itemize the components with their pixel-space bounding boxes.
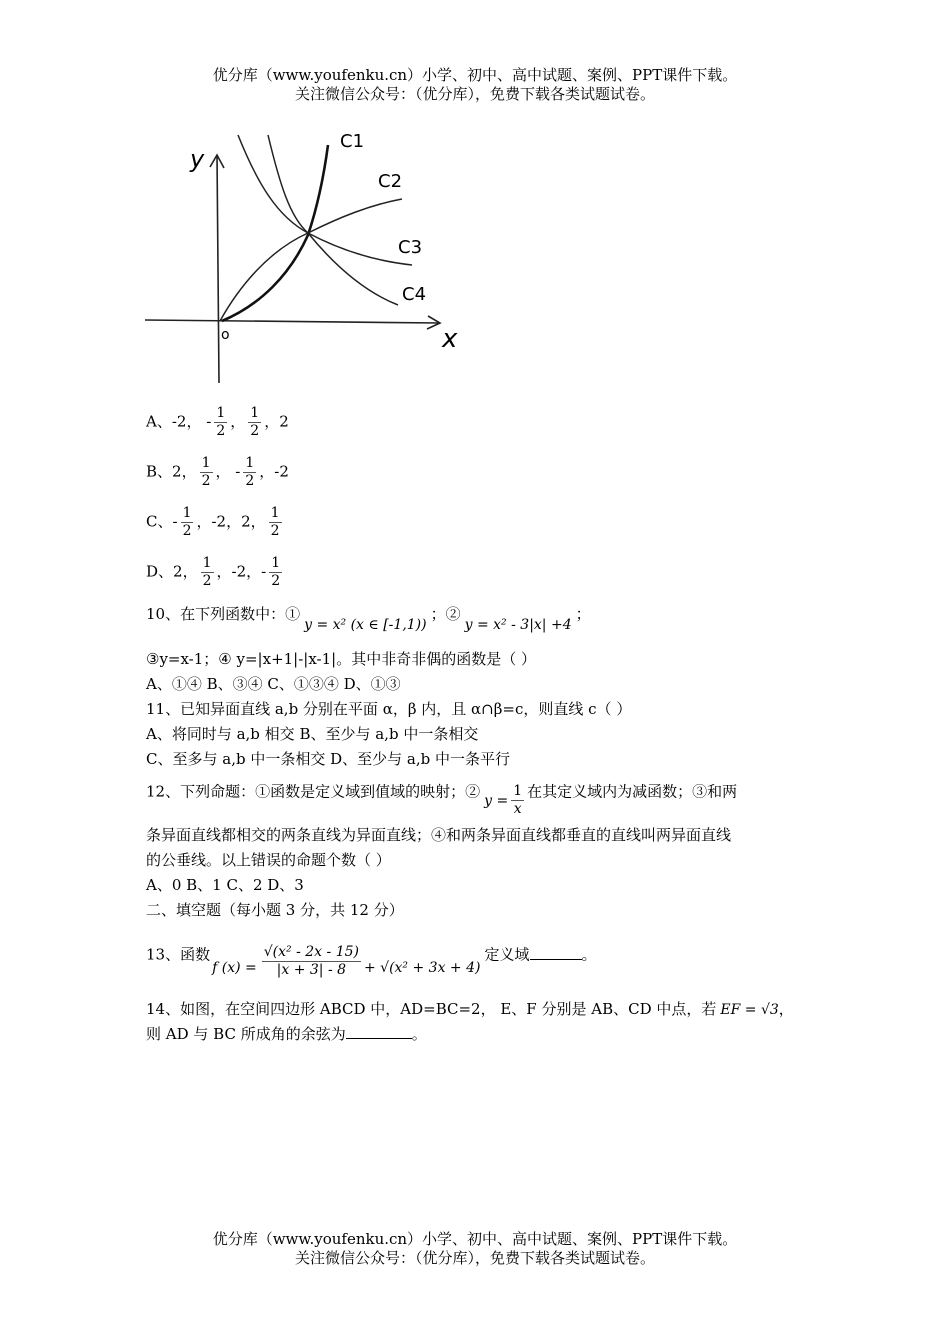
fraction: $\frac{1}{2}$ xyxy=(245,455,255,489)
x-axis xyxy=(145,320,440,323)
fraction: $\frac{\text{√(x² - 2x - 15)}}{|x + 3| - 8}$ xyxy=(263,944,359,978)
q9-option-c: C、- $\frac{1}{2}$ ，-2，2， $\frac{1}{2}$ xyxy=(146,505,280,539)
section-heading: 二、填空题（每小题 3 分，共 12 分） xyxy=(146,901,404,919)
fraction: $\frac{1}{2}$ xyxy=(216,405,226,439)
q13-stem: 13、函数f (x) = $\frac{\text{√(x² - 2x - 15)}}{|x + 3| - 8}$ + √(x² + 3x + 4)定义域 。 xyxy=(146,944,597,978)
page-header xyxy=(0,66,950,104)
q11-options-ab: A、将同时与 a,b 相交 B、至少与 a,b 中一条相交 xyxy=(146,725,479,743)
q12-options: A、0 B、1 C、2 D、3 xyxy=(146,876,304,894)
q9-option-a: A、-2， - $\frac{1}{2}$ ， $\frac{1}{2}$ ，2 xyxy=(146,405,289,439)
header-line-1: 优分库（www.youfenku.cn）小学、初中、高中试题、案例、PPT课件下载。 xyxy=(212,66,738,84)
q11-options-cd: C、至多与 a,b 中一条相交 D、至少与 a,b 中一条平行 xyxy=(146,750,510,768)
footer-line-1: 优分库（www.youfenku.cn）小学、初中、高中试题、案例、PPT课件下载。 xyxy=(212,1230,738,1248)
q10-line-2: ③y=x-1；④ y=|x+1|-|x-1|。其中非奇非偶的函数是（ ） xyxy=(146,650,536,668)
q9-option-b: B、2， $\frac{1}{2}$ ， - $\frac{1}{2}$ ，-2 xyxy=(146,455,289,489)
fraction: $\frac{1}{2}$ xyxy=(250,405,260,439)
q14-line-2: 则 AD 与 BC 所成角的余弦为 。 xyxy=(146,1025,427,1043)
q9-option-d: D、2， $\frac{1}{2}$ ，-2，- $\frac{1}{2}$ xyxy=(146,555,281,589)
curve-label-c2: C2 xyxy=(378,171,403,192)
curve-label-c4: C4 xyxy=(402,284,427,305)
origin-label: o xyxy=(221,327,230,343)
fraction: $\frac{1}{2}$ xyxy=(182,505,192,539)
fraction: $\frac{1}{x}$ xyxy=(513,783,523,817)
q10-formula-2: y = x² - 3|x| +4 xyxy=(464,617,572,633)
q10-stem: 10、在下列函数中：①y = x² (x ∈ [-1,1))；②y = x² - 3|x| +4； xyxy=(146,605,591,633)
fraction: $\frac{1}{2}$ xyxy=(271,555,281,589)
curve-label-c3: C3 xyxy=(398,237,423,258)
q14-line-1: 14、如图，在空间四边形 ABCD 中，AD=BC=2， E、F 分别是 AB、CD 中点，若 EF = √3， xyxy=(146,1000,794,1018)
y-axis-label: y xyxy=(190,145,205,173)
curve-c4 xyxy=(268,135,398,305)
q10-formula-1: y = x² (x ∈ [-1,1)) xyxy=(304,617,427,633)
fraction: $\frac{1}{2}$ xyxy=(270,505,280,539)
answer-blank[interactable] xyxy=(346,1024,412,1039)
page-footer xyxy=(0,1230,950,1268)
fraction: $\frac{1}{2}$ xyxy=(201,455,211,489)
curve-label-c1: C1 xyxy=(340,131,365,152)
footer-line-2: 关注微信公众号：（优分库），免费下载各类试题试卷。 xyxy=(294,1249,655,1267)
function-graph xyxy=(140,125,480,390)
header-line-2: 关注微信公众号：（优分库），免费下载各类试题试卷。 xyxy=(294,85,655,103)
q10-options: A、①④ B、③④ C、①③④ D、①③ xyxy=(146,675,401,693)
answer-blank[interactable] xyxy=(530,945,582,960)
q12-line-2: 条异面直线都相交的两条直线为异面直线；④和两条异面直线都垂直的直线叫两异面直线 xyxy=(146,826,732,844)
curve-c1 xyxy=(222,145,328,321)
q11-stem: 11、已知异面直线 a,b 分别在平面 α，β 内，且 α∩β=c，则直线 c（ ） xyxy=(146,700,632,718)
curve-c2 xyxy=(220,199,402,321)
q12-line-3: 的公垂线。以上错误的命题个数（ ） xyxy=(146,851,391,869)
x-axis-label: x xyxy=(442,324,458,354)
q12-stem: 12、下列命题：①函数是定义域到值域的映射；② y = $\frac{1}{x}$ 在其定义域内为减函数；③和两 xyxy=(146,782,738,817)
fraction: $\frac{1}{2}$ xyxy=(202,555,212,589)
curve-c3 xyxy=(238,135,412,265)
y-axis xyxy=(217,155,219,383)
